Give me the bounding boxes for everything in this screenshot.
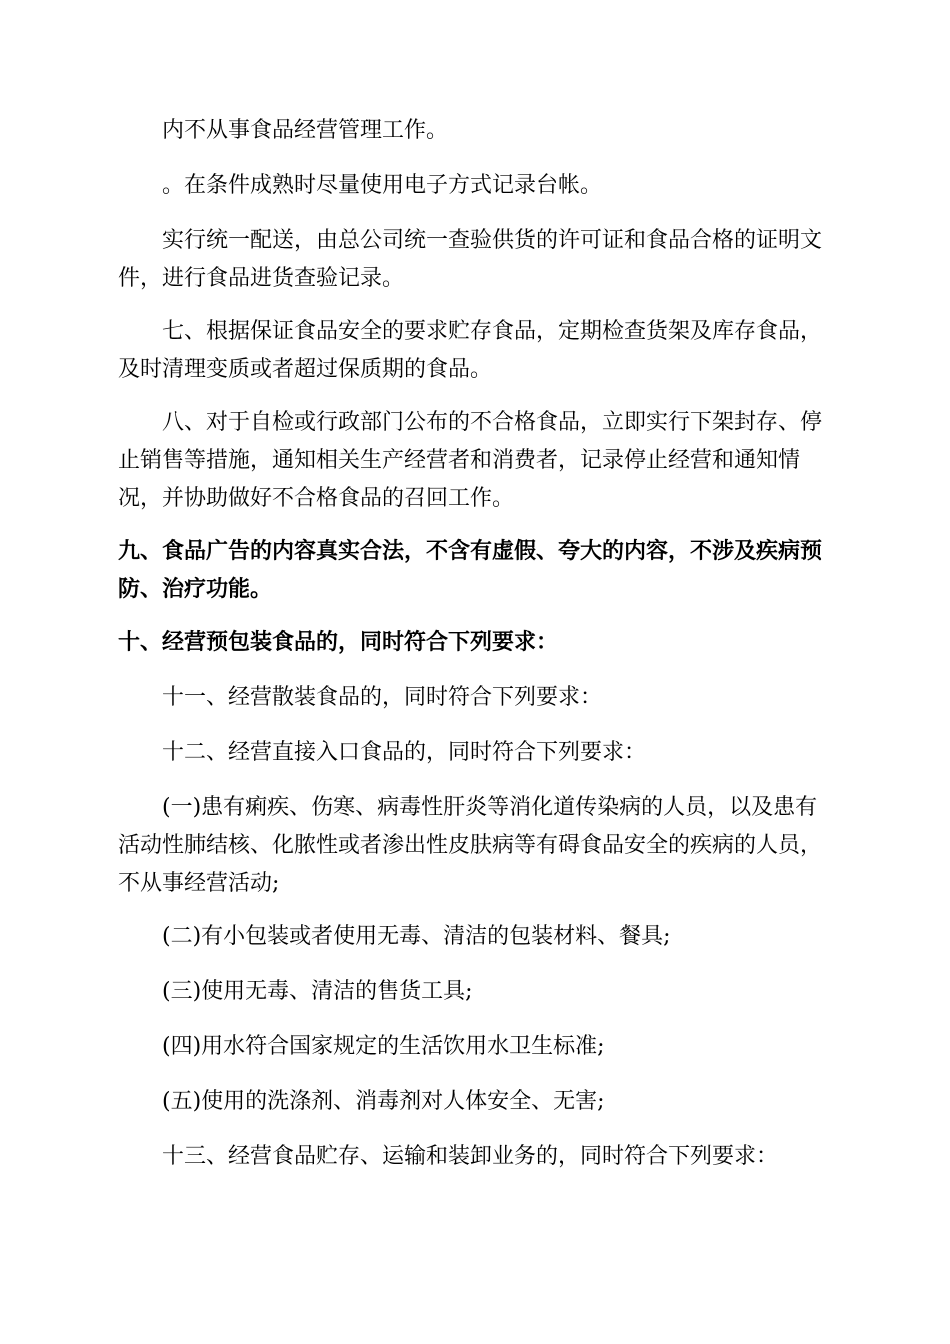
- paragraph-1: 内不从事食品经营管理工作。: [162, 118, 449, 143]
- paragraph-7: 十、经营预包装食品的，同时符合下列要求：: [118, 630, 559, 655]
- paragraph-14: (五)使用的洗涤剂、消毒剂对人体安全、无害;: [162, 1089, 605, 1114]
- paragraph-10: (一)患有痢疾、伤寒、病毒性肝炎等消化道传染病的人员，以及患有活动性肺结核、化脓性或者渗出性皮肤病等有碍食品安全的疾病的人员，不从事经营活动;: [118, 795, 823, 896]
- paragraph-9: 十二、经营直接入口食品的，同时符合下列要求：: [162, 740, 647, 765]
- paragraph-3: 实行统一配送，由总公司统一查验供货的许可证和食品合格的证明文件，进行食品进货查验记录。: [118, 228, 823, 291]
- paragraph-15: 十三、经营食品贮存、运输和装卸业务的，同时符合下列要求：: [162, 1144, 779, 1169]
- paragraph-6: 九、食品广告的内容真实合法，不含有虚假、夸大的内容，不涉及疾病预防、治疗功能。: [118, 539, 823, 602]
- paragraph-11: (二)有小包装或者使用无毒、清洁的包装材料、餐具;: [162, 924, 671, 949]
- paragraph-5: 八、对于自检或行政部门公布的不合格食品，立即实行下架封存、停止销售等措施，通知相关生产经营者和消费者，记录停止经营和通知情况，并协助做好不合格食品的召回工作。: [118, 410, 823, 511]
- paragraph-12: (三)使用无毒、清洁的售货工具;: [162, 979, 473, 1004]
- paragraph-2: 。在条件成熟时尽量使用电子方式记录台帐。: [162, 173, 603, 198]
- paragraph-4: 七、根据保证食品安全的要求贮存食品，定期检查货架及库存食品，及时清理变质或者超过保质期的食品。: [118, 319, 823, 382]
- paragraph-8: 十一、经营散装食品的，同时符合下列要求：: [162, 685, 603, 710]
- paragraph-13: (四)用水符合国家规定的生活饮用水卫生标准;: [162, 1034, 605, 1059]
